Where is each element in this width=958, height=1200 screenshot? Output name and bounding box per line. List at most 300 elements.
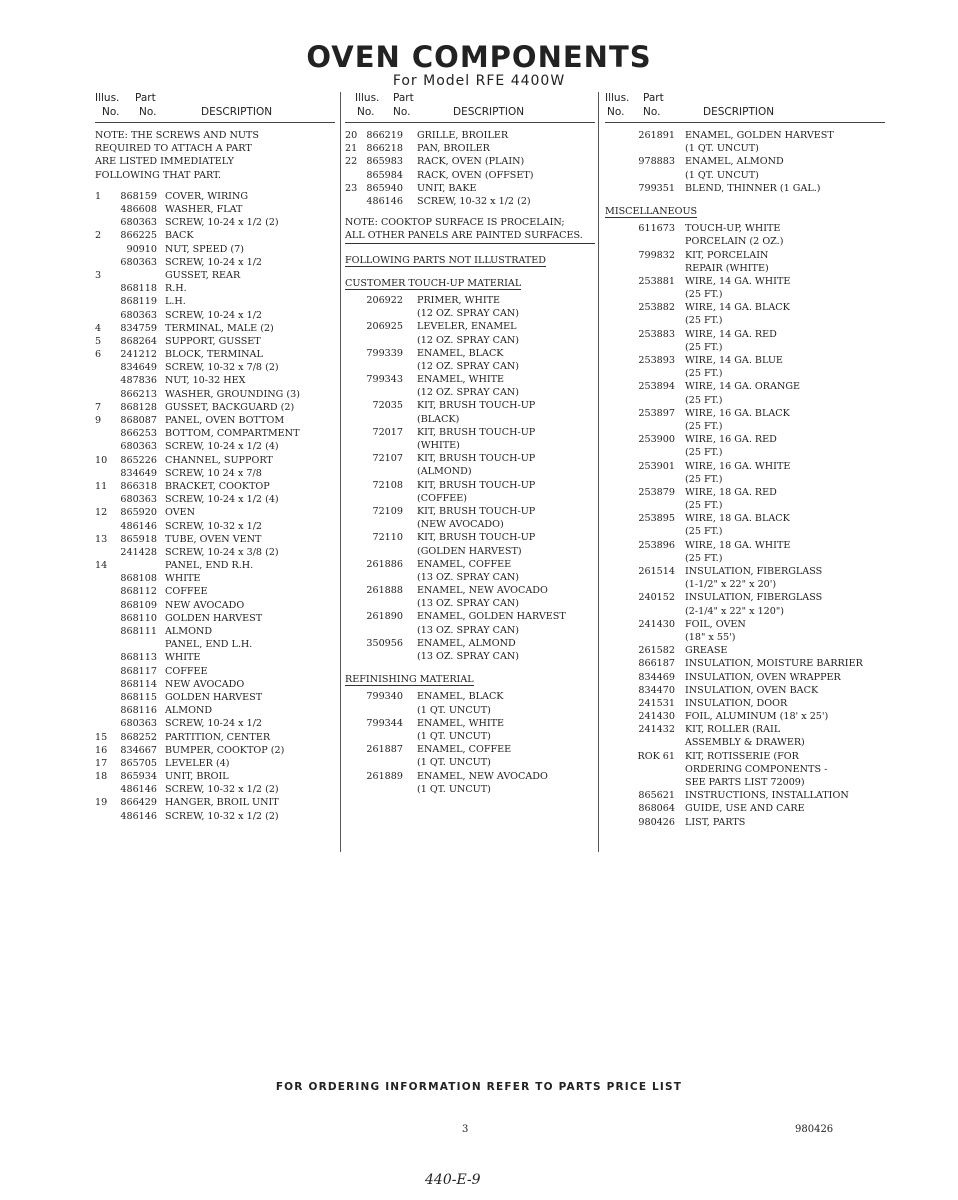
list-item bbox=[605, 486, 885, 499]
part-description: RACK, OVEN (PLAIN) bbox=[417, 156, 525, 168]
part-number: 868115 bbox=[120, 691, 157, 703]
part-number: 865621 bbox=[638, 790, 675, 802]
header-part: Part bbox=[135, 92, 156, 104]
list-item bbox=[605, 605, 885, 618]
part-description: GUIDE, USE AND CARE bbox=[685, 803, 805, 815]
part-description: ENAMEL, ALMOND bbox=[417, 637, 516, 649]
part-number: 253900 bbox=[638, 434, 675, 446]
header-no: No. bbox=[139, 106, 157, 118]
list-item bbox=[345, 479, 595, 492]
part-number: 680363 bbox=[120, 256, 157, 268]
part-number: 72107 bbox=[372, 453, 403, 465]
list-item bbox=[605, 671, 885, 684]
list-item bbox=[605, 657, 885, 670]
part-number: 868119 bbox=[120, 296, 157, 308]
list-item bbox=[95, 691, 335, 704]
list-item bbox=[345, 743, 595, 756]
part-number: 865934 bbox=[120, 771, 157, 783]
part-description: (1-1/2" x 22" x 20') bbox=[685, 579, 777, 591]
illus-number: 16 bbox=[95, 744, 108, 756]
part-description: ORDERING COMPONENTS - bbox=[685, 763, 828, 775]
part-description: SCREW, 10-24 x 3/8 (2) bbox=[165, 546, 279, 558]
part-number: 834667 bbox=[120, 744, 157, 756]
part-description: BRACKET, COOKTOP bbox=[165, 480, 270, 492]
header-no: No. bbox=[102, 106, 120, 118]
part-description: KIT, ROTISSERIE (FOR bbox=[685, 750, 799, 762]
list-item bbox=[605, 512, 885, 525]
list-item bbox=[95, 309, 335, 322]
part-number: 799339 bbox=[366, 347, 403, 359]
list-item bbox=[95, 361, 335, 374]
part-description: INSULATION, OVEN BACK bbox=[685, 684, 819, 696]
part-number: 240152 bbox=[638, 592, 675, 604]
list-item bbox=[605, 460, 885, 473]
list-item bbox=[95, 322, 335, 335]
part-description: ASSEMBLY & DRAWER) bbox=[685, 737, 805, 749]
part-description: WIRE, 14 GA. BLACK bbox=[685, 302, 790, 314]
part-description: PRIMER, WHITE bbox=[417, 294, 501, 306]
part-description: WIRE, 18 GA. BLACK bbox=[685, 513, 790, 525]
list-item bbox=[95, 796, 335, 809]
part-number: 253879 bbox=[638, 486, 675, 498]
part-description: NUT, SPEED (7) bbox=[165, 243, 244, 255]
list-item bbox=[345, 386, 595, 399]
part-description: ENAMEL, COFFEE bbox=[417, 558, 512, 570]
list-item bbox=[605, 380, 885, 393]
part-description: INSULATION, FIBERGLASS bbox=[685, 592, 823, 604]
list-item bbox=[605, 367, 885, 380]
part-description: (ALMOND) bbox=[417, 466, 472, 478]
part-number: 978883 bbox=[638, 156, 675, 168]
ordering-footer: FOR ORDERING INFORMATION REFER TO PARTS PRICE LIST bbox=[275, 1081, 683, 1093]
part-number: 868252 bbox=[120, 731, 157, 743]
list-item bbox=[95, 203, 335, 216]
part-number: 261582 bbox=[638, 645, 675, 657]
illus-number: 2 bbox=[95, 230, 102, 242]
part-description: WHITE bbox=[165, 573, 201, 585]
part-description: BUMPER, COOKTOP (2) bbox=[165, 744, 285, 756]
part-number: 865940 bbox=[366, 182, 403, 194]
list-item bbox=[95, 520, 335, 533]
part-number: 865983 bbox=[366, 156, 403, 168]
list-item bbox=[345, 195, 595, 208]
part-number: 868112 bbox=[120, 586, 157, 598]
part-number: 680363 bbox=[120, 309, 157, 321]
part-description: (1 QT. UNCUT) bbox=[417, 704, 491, 716]
surface-note: NOTE: COOKTOP SURFACE IS PROCELAIN; ALL OTHER PANELS ARE PAINTED SURFACES. bbox=[345, 216, 595, 243]
part-description: ENAMEL, NEW AVOCADO bbox=[417, 585, 548, 597]
list-item bbox=[605, 710, 885, 723]
part-description: WIRE, 18 GA. RED bbox=[685, 486, 777, 498]
part-description: R.H. bbox=[165, 283, 187, 295]
list-item bbox=[95, 427, 335, 440]
header-no: No. bbox=[607, 106, 625, 118]
part-description: (1 QT. UNCUT) bbox=[417, 730, 491, 742]
part-description: WIRE, 18 GA. WHITE bbox=[685, 539, 791, 551]
list-item bbox=[95, 612, 335, 625]
list-item bbox=[345, 320, 595, 333]
part-description: NUT, 10-32 HEX bbox=[165, 375, 246, 387]
part-number: 241428 bbox=[120, 546, 157, 558]
part-description: KIT, ROLLER (RAIL bbox=[685, 724, 781, 736]
list-item bbox=[95, 651, 335, 664]
part-description: ALMOND bbox=[165, 705, 213, 717]
list-item bbox=[345, 584, 595, 597]
part-description: (12 OZ. SPRAY CAN) bbox=[417, 360, 520, 372]
part-description: TUBE, OVEN VENT bbox=[165, 533, 262, 545]
part-number: 799343 bbox=[366, 374, 403, 386]
part-description: REPAIR (WHITE) bbox=[685, 262, 769, 274]
screws-note: NOTE: THE SCREWS AND NUTS REQUIRED TO ATTACH A PART ARE LISTED IMMEDIATELY FOLLOWING THAT PART. bbox=[95, 130, 259, 181]
part-description: WIRE, 16 GA. BLACK bbox=[685, 407, 790, 419]
column-header-bottom bbox=[95, 106, 335, 120]
part-description: (1 QT. UNCUT) bbox=[685, 143, 759, 155]
part-description: TOUCH-UP, WHITE bbox=[685, 223, 781, 235]
illus-number: 12 bbox=[95, 507, 108, 519]
section-not-illustrated: FOLLOWING PARTS NOT ILLUSTRATED bbox=[345, 254, 546, 266]
list-item bbox=[345, 505, 595, 518]
list-item bbox=[345, 360, 595, 373]
header-no: No. bbox=[357, 106, 375, 118]
part-description: ENAMEL, BLACK bbox=[417, 691, 504, 703]
list-item bbox=[345, 624, 595, 637]
part-description: GOLDEN HARVEST bbox=[165, 612, 263, 624]
illus-number: 18 bbox=[95, 771, 108, 783]
header-part: Part bbox=[393, 92, 414, 104]
illus-number: 21 bbox=[345, 143, 358, 155]
illus-number: 10 bbox=[95, 454, 108, 466]
list-item bbox=[345, 399, 595, 412]
list-item bbox=[345, 783, 595, 796]
list-item bbox=[95, 533, 335, 546]
list-item bbox=[345, 307, 595, 320]
list-item bbox=[95, 625, 335, 638]
part-number: 865984 bbox=[366, 169, 403, 181]
illus-number: 7 bbox=[95, 401, 102, 413]
list-item bbox=[95, 599, 335, 612]
part-number: 834470 bbox=[638, 684, 675, 696]
column-3 bbox=[605, 92, 885, 829]
part-description: COFFEE bbox=[165, 586, 208, 598]
list-item bbox=[605, 446, 885, 459]
part-number: 486146 bbox=[120, 784, 157, 796]
part-description: RACK, OVEN (OFFSET) bbox=[417, 169, 534, 181]
list-item bbox=[605, 288, 885, 301]
list-item bbox=[345, 347, 595, 360]
list-item bbox=[345, 704, 595, 717]
list-item bbox=[345, 690, 595, 703]
header-rule bbox=[95, 122, 335, 123]
parts-list bbox=[605, 129, 885, 195]
illus-number: 3 bbox=[95, 269, 102, 281]
part-number: 799351 bbox=[638, 182, 675, 194]
list-item bbox=[605, 420, 885, 433]
part-number: 261889 bbox=[366, 770, 403, 782]
list-item bbox=[345, 452, 595, 465]
illus-number: 14 bbox=[95, 560, 108, 572]
part-number: 611673 bbox=[638, 223, 675, 235]
list-item bbox=[605, 684, 885, 697]
list-item bbox=[605, 499, 885, 512]
part-description: HANGER, BROIL UNIT bbox=[165, 797, 279, 809]
list-item bbox=[605, 776, 885, 789]
column-header-top bbox=[95, 92, 335, 106]
list-item bbox=[605, 631, 885, 644]
page-subtitle: For Model RFE 4400W bbox=[392, 73, 566, 89]
part-number: 486146 bbox=[120, 520, 157, 532]
list-item bbox=[605, 222, 885, 235]
page-number: 3 bbox=[462, 1124, 469, 1135]
part-number: 72108 bbox=[372, 479, 403, 491]
part-description: (COFFEE) bbox=[417, 492, 468, 504]
section-refinishing: REFINISHING MATERIAL bbox=[345, 674, 474, 686]
part-number: 72035 bbox=[372, 400, 403, 412]
part-description: KIT, PORCELAIN bbox=[685, 249, 769, 261]
part-number: 834469 bbox=[638, 671, 675, 683]
list-item bbox=[95, 256, 335, 269]
list-item bbox=[345, 770, 595, 783]
part-description: PARTITION, CENTER bbox=[165, 731, 271, 743]
list-item bbox=[345, 413, 595, 426]
part-description: (25 FT.) bbox=[685, 394, 723, 406]
header-illus: Illus. bbox=[355, 92, 380, 104]
column-header-bottom bbox=[345, 106, 595, 120]
column-header-bottom bbox=[605, 106, 885, 120]
part-description: ENAMEL, COFFEE bbox=[417, 744, 512, 756]
list-item bbox=[605, 341, 885, 354]
list-item bbox=[95, 348, 335, 361]
list-item bbox=[605, 644, 885, 657]
part-number: 868264 bbox=[120, 335, 157, 347]
part-number: 868111 bbox=[120, 626, 157, 637]
part-number: 799832 bbox=[638, 249, 675, 261]
part-description: (1 QT. UNCUT) bbox=[417, 783, 491, 795]
header-no: No. bbox=[393, 106, 411, 118]
part-number: 868117 bbox=[120, 665, 157, 677]
part-number: 261886 bbox=[366, 558, 403, 570]
part-description: (WHITE) bbox=[417, 440, 460, 451]
part-description: (25 FT.) bbox=[685, 420, 723, 432]
illus-number: 20 bbox=[345, 130, 358, 141]
misc-list bbox=[605, 222, 885, 829]
list-item bbox=[95, 638, 335, 651]
list-item bbox=[95, 665, 335, 678]
list-item bbox=[345, 597, 595, 610]
part-description: PANEL, END R.H. bbox=[165, 560, 254, 572]
list-item bbox=[95, 295, 335, 308]
header-no: No. bbox=[643, 106, 661, 118]
part-description: KIT, BRUSH TOUCH-UP bbox=[417, 400, 536, 412]
list-item bbox=[95, 783, 335, 796]
part-description: BLEND, THINNER (1 GAL.) bbox=[685, 182, 821, 194]
illus-number: 15 bbox=[95, 731, 108, 743]
part-number: 680363 bbox=[120, 718, 157, 730]
part-description: SCREW, 10-24 x 1/2 bbox=[165, 718, 263, 730]
illus-number: 4 bbox=[95, 322, 102, 334]
list-item bbox=[345, 610, 595, 623]
column-header-top bbox=[345, 92, 595, 106]
part-number: 261887 bbox=[366, 744, 403, 756]
list-item bbox=[345, 650, 595, 663]
list-item bbox=[605, 802, 885, 815]
part-number: 866218 bbox=[366, 143, 403, 155]
part-number: 72109 bbox=[372, 505, 403, 517]
part-number: 206925 bbox=[366, 321, 403, 333]
part-description: (25 FT.) bbox=[685, 315, 723, 327]
part-description: (25 FT.) bbox=[685, 368, 723, 380]
part-number: 241531 bbox=[638, 697, 675, 709]
list-item bbox=[605, 235, 885, 248]
list-item bbox=[345, 373, 595, 386]
list-item bbox=[345, 518, 595, 531]
list-item bbox=[95, 454, 335, 467]
part-description: ENAMEL, WHITE bbox=[417, 717, 505, 729]
part-number: 834649 bbox=[120, 467, 157, 479]
part-description: GRILLE, BROILER bbox=[417, 130, 509, 141]
list-item bbox=[605, 789, 885, 802]
list-item bbox=[605, 407, 885, 420]
part-number: 865918 bbox=[120, 533, 157, 545]
list-item bbox=[95, 401, 335, 414]
illus-number: 11 bbox=[95, 480, 108, 492]
illus-number: 23 bbox=[345, 182, 358, 194]
header-description: DESCRIPTION bbox=[703, 106, 775, 118]
part-number: 866225 bbox=[120, 230, 157, 242]
list-item bbox=[345, 492, 595, 505]
part-number: 866429 bbox=[120, 797, 157, 809]
list-item bbox=[605, 394, 885, 407]
part-number: 253897 bbox=[638, 407, 675, 419]
part-description: ENAMEL, GOLDEN HARVEST bbox=[417, 611, 566, 623]
part-number: 868128 bbox=[120, 401, 157, 413]
part-description: KIT, BRUSH TOUCH-UP bbox=[417, 453, 536, 465]
list-item bbox=[95, 757, 335, 770]
column-divider-1 bbox=[340, 92, 341, 852]
header-description: DESCRIPTION bbox=[201, 106, 273, 118]
part-number: 834649 bbox=[120, 362, 157, 374]
list-item bbox=[345, 531, 595, 544]
illus-number: 9 bbox=[95, 415, 102, 426]
part-number: 253882 bbox=[638, 302, 675, 314]
part-number: 486146 bbox=[120, 810, 157, 822]
page-title: OVEN COMPONENTS bbox=[306, 40, 652, 74]
list-item bbox=[345, 294, 595, 307]
part-number: 799340 bbox=[366, 691, 403, 703]
list-item bbox=[95, 678, 335, 691]
list-item bbox=[345, 465, 595, 478]
part-description: WHITE bbox=[165, 652, 201, 664]
part-description: SCREW, 10-24 x 1/2 (4) bbox=[165, 494, 279, 506]
list-item bbox=[95, 216, 335, 229]
list-item bbox=[95, 704, 335, 717]
list-item bbox=[345, 129, 595, 142]
list-item bbox=[95, 585, 335, 598]
list-item bbox=[95, 388, 335, 401]
parts-list bbox=[345, 129, 595, 208]
part-number: 799344 bbox=[366, 717, 403, 729]
header-illus: Illus. bbox=[95, 92, 120, 104]
part-number: 868118 bbox=[120, 283, 157, 295]
part-description: WIRE, 14 GA. ORANGE bbox=[685, 381, 801, 393]
part-description: (12 OZ. SPRAY CAN) bbox=[417, 308, 520, 320]
part-number: 868109 bbox=[120, 599, 157, 611]
part-number: 866219 bbox=[366, 130, 403, 141]
part-number: 868064 bbox=[638, 803, 675, 815]
header-illus: Illus. bbox=[605, 92, 630, 104]
illus-number: 22 bbox=[345, 156, 358, 168]
list-item bbox=[345, 545, 595, 558]
list-item bbox=[345, 571, 595, 584]
part-description: FOIL, ALUMINUM (18' x 25') bbox=[685, 711, 829, 723]
part-description: FOIL, OVEN bbox=[685, 618, 746, 630]
part-number: 261514 bbox=[638, 566, 675, 578]
list-item bbox=[95, 440, 335, 453]
part-number: 90910 bbox=[126, 243, 157, 255]
list-item bbox=[95, 546, 335, 559]
part-number: 206922 bbox=[366, 294, 403, 306]
part-number: 980426 bbox=[638, 816, 675, 828]
list-item bbox=[345, 169, 595, 182]
list-item bbox=[345, 558, 595, 571]
part-number: 866253 bbox=[120, 428, 157, 440]
column-header-top bbox=[605, 92, 885, 106]
part-number: 253901 bbox=[638, 460, 675, 472]
list-item bbox=[95, 374, 335, 387]
part-description: LEVELER, ENAMEL bbox=[417, 321, 517, 333]
part-number: 72110 bbox=[372, 532, 403, 544]
part-number: 680363 bbox=[120, 441, 157, 453]
part-description: ENAMEL, WHITE bbox=[417, 374, 505, 386]
part-description: COFFEE bbox=[165, 665, 208, 677]
section-miscellaneous: MISCELLANEOUS bbox=[605, 205, 698, 217]
part-number: ROK 61 bbox=[637, 750, 675, 762]
list-item bbox=[95, 770, 335, 783]
part-description: (13 OZ. SPRAY CAN) bbox=[417, 598, 520, 610]
part-number: 865226 bbox=[120, 454, 157, 466]
header-rule bbox=[345, 122, 595, 123]
illus-number: 13 bbox=[95, 533, 108, 545]
list-item bbox=[95, 229, 335, 242]
illus-number: 19 bbox=[95, 797, 108, 809]
part-description: SCREW, 10-32 x 1/2 bbox=[165, 520, 263, 532]
part-description: SCREW, 10-32 x 7/8 (2) bbox=[165, 362, 279, 374]
list-item bbox=[95, 243, 335, 256]
list-item bbox=[605, 433, 885, 446]
part-description: SUPPORT, GUSSET bbox=[165, 335, 261, 347]
part-description: (13 OZ. SPRAY CAN) bbox=[417, 571, 520, 583]
list-item bbox=[95, 269, 335, 282]
list-item bbox=[605, 249, 885, 262]
list-item bbox=[95, 493, 335, 506]
part-description: (GOLDEN HARVEST) bbox=[417, 545, 522, 557]
refinishing-list bbox=[345, 690, 595, 796]
part-description: (2-1/4" x 22" x 120") bbox=[685, 605, 785, 617]
list-item bbox=[95, 744, 335, 757]
list-item bbox=[95, 731, 335, 744]
list-item bbox=[605, 618, 885, 631]
part-description: (18" x 55') bbox=[685, 631, 736, 643]
parts-list bbox=[95, 190, 335, 823]
part-description: GOLDEN HARVEST bbox=[165, 691, 263, 703]
part-description: (25 FT.) bbox=[685, 447, 723, 459]
part-description: NEW AVOCADO bbox=[165, 599, 245, 611]
list-item bbox=[605, 301, 885, 314]
list-item bbox=[345, 142, 595, 155]
part-number: 241430 bbox=[638, 618, 675, 630]
part-description: LIST, PARTS bbox=[685, 816, 746, 828]
column-divider-2 bbox=[598, 92, 599, 852]
section-touchup: CUSTOMER TOUCH-UP MATERIAL bbox=[345, 277, 522, 289]
